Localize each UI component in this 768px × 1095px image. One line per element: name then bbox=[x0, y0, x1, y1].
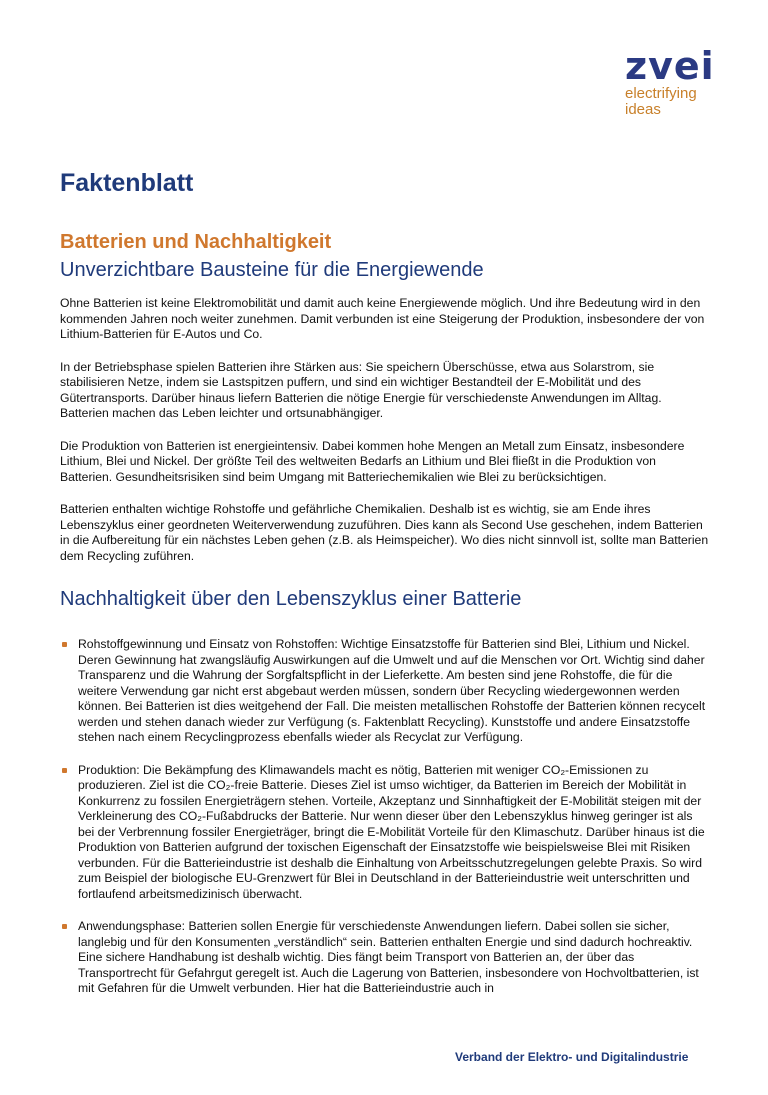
document-type-heading: Faktenblatt bbox=[60, 169, 194, 197]
document-title: Batterien und Nachhaltigkeit bbox=[60, 231, 332, 253]
zvei-logo bbox=[625, 46, 745, 118]
footer-organization: Verband der Elektro- und Digitalindustrie bbox=[455, 1050, 689, 1064]
list-item bbox=[60, 637, 710, 746]
intro-paragraph: In der Betriebsphase spielen Batterien ihre Stärken aus: Sie speichern Überschüsse, etwa aus Solarstrom, sie stabilisieren Netze, indem sie Lastspitzen puffern, und sind ein wichtiger Bestandteil der E-Mobilität und des Gütertransports. Darüber hinaus liefern Batterien die nötige Energie für verschiedenste Anwendungen im Alltag. Batterien machen das Leben leichter und ortsunabhängiger. bbox=[60, 359, 662, 420]
intro-paragraph: Die Produktion von Batterien ist energieintensiv. Dabei kommen hohe Mengen an Metall zum Einsatz, insbesondere Lithium, Blei und Nickel. Der größte Teil des weltweiten Bedarfs an Lithium und Blei fließt in die Produktion von Batterien. Gesundheitsrisiken sind beim Umgang mit Batteriechemikalien wie Blei zu berücksichtigen. bbox=[60, 438, 685, 484]
bullet-icon bbox=[62, 924, 67, 929]
lifecycle-bullet-list bbox=[60, 637, 710, 1014]
intro-paragraph: Batterien enthalten wichtige Rohstoffe und gefährliche Chemikalien. Deshalb ist es wichtig, sie am Ende ihres Lebenszyklus einer geordneten Weiterverwendung zuzuführen. Dies kann als Second Use geschehen, indem Batterien in die Aufbereitung für ein nächstes Leben gehen (z.B. als Heimspeicher). Wo dies nicht sinnvoll ist, sollte man Batterien dem Recycling zuführen. bbox=[60, 502, 709, 563]
logo-tagline-line-1: electrifying bbox=[625, 85, 697, 102]
intro-section bbox=[60, 296, 710, 581]
list-item-text: Anwendungsphase: Batterien sollen Energie für verschiedenste Anwendungen liefern. Dabei sollen sie sicher, langlebig und für den Konsumenten „verständlich“ sein. Batterien enthalten Energie und sind dadurch hochreaktiv. Eine sichere Handhabung ist deshalb wichtig. Dies fängt beim Transport von Batterien an, der über das Transportrecht für Gefahrgut geregelt ist. Auch die Lagerung von Batterien, insbesondere von Hochvoltbatterien, ist mit Gefahren für die Umwelt verbunden. Hier hat die Batterieindustrie auch in bbox=[78, 919, 699, 995]
list-item bbox=[60, 919, 710, 997]
bullet-icon bbox=[62, 642, 67, 647]
logo-wordmark: zvei bbox=[625, 44, 715, 88]
intro-paragraph: Ohne Batterien ist keine Elektromobilität und damit auch keine Energiewende möglich. Und ihre Bedeutung wird in den kommenden Jahren noch weiter zunehmen. Damit verbunden ist eine Steigerung der Produktion, insbesondere der von Lithium-Batterien für E-Autos und Co. bbox=[60, 296, 705, 341]
bullet-icon bbox=[62, 768, 67, 773]
list-item bbox=[60, 763, 710, 903]
document-subtitle: Unverzichtbare Bausteine für die Energiewende bbox=[60, 259, 484, 281]
logo-tagline-line-2: ideas bbox=[625, 101, 661, 118]
list-item-text: Produktion: Die Bekämpfung des Klimawandels macht es nötig, Batterien mit weniger CO₂-Emissionen zu produzieren. Ziel ist die CO₂-freie Batterie. Dieses Ziel ist umso wichtiger, da Batterien im Bereich der Mobilität in Konkurrenz zu fossilen Energieträgern stehen. Vorteile, Akzeptanz und Sinnhaftigkeit der E-Mobilität steigen mit der Verkleinerung des CO₂-Fußabdrucks der Batterie. Nur wenn dieser über den Lebenszyklus hinweg geringer ist als bei der Verbrennung fossiler Energieträger, bringt die E-Mobilität Vorteile für den Klimaschutz. Darüber hinaus ist die Produktion von Batterien aufgrund der toxischen Eigenschaft der Einsatzstoffe wie beispielsweise Blei mit Risiken verbunden. Für die Batterieindustrie ist deshalb die Einhaltung von Arbeitsschutzregelungen gelebte Praxis. So wird zum Beispiel der biologische EU-Grenzwert für Blei in Deutschland in der Batterieindustrie weit unterschritten und fortlaufend arbeitsmedizinisch überwacht. bbox=[78, 762, 705, 901]
section-heading: Nachhaltigkeit über den Lebenszyklus einer Batterie bbox=[60, 588, 522, 610]
list-item-text: Rohstoffgewinnung und Einsatz von Rohstoffen: Wichtige Einsatzstoffe für Batterien sind Blei, Lithium und Nickel. Deren Gewinnung hat zwangsläufig Auswirkungen auf die Umwelt und auf die Menschen vor Ort. Wichtig sind daher Transparenz und die Wahrung der Sorgfaltspflicht in der Lieferkette. Am besten sind jene Rohstoffe, die für die weitere Verwendung gar nicht erst abgebaut werden müssen, sondern über Recycling wiedergewonnen werden können. Bei Batterien ist dies weitgehend der Fall. Die meisten metallischen Rohstoffe der Batterien können recycelt werden und stehen danach wieder zur Verfügung (s. Faktenblatt Recycling). Kunststoffe und andere Einsatzstoffe stehen nach einem Recyclingprozess ebenfalls wieder als Recyclat zur Verfügung. bbox=[78, 637, 706, 744]
